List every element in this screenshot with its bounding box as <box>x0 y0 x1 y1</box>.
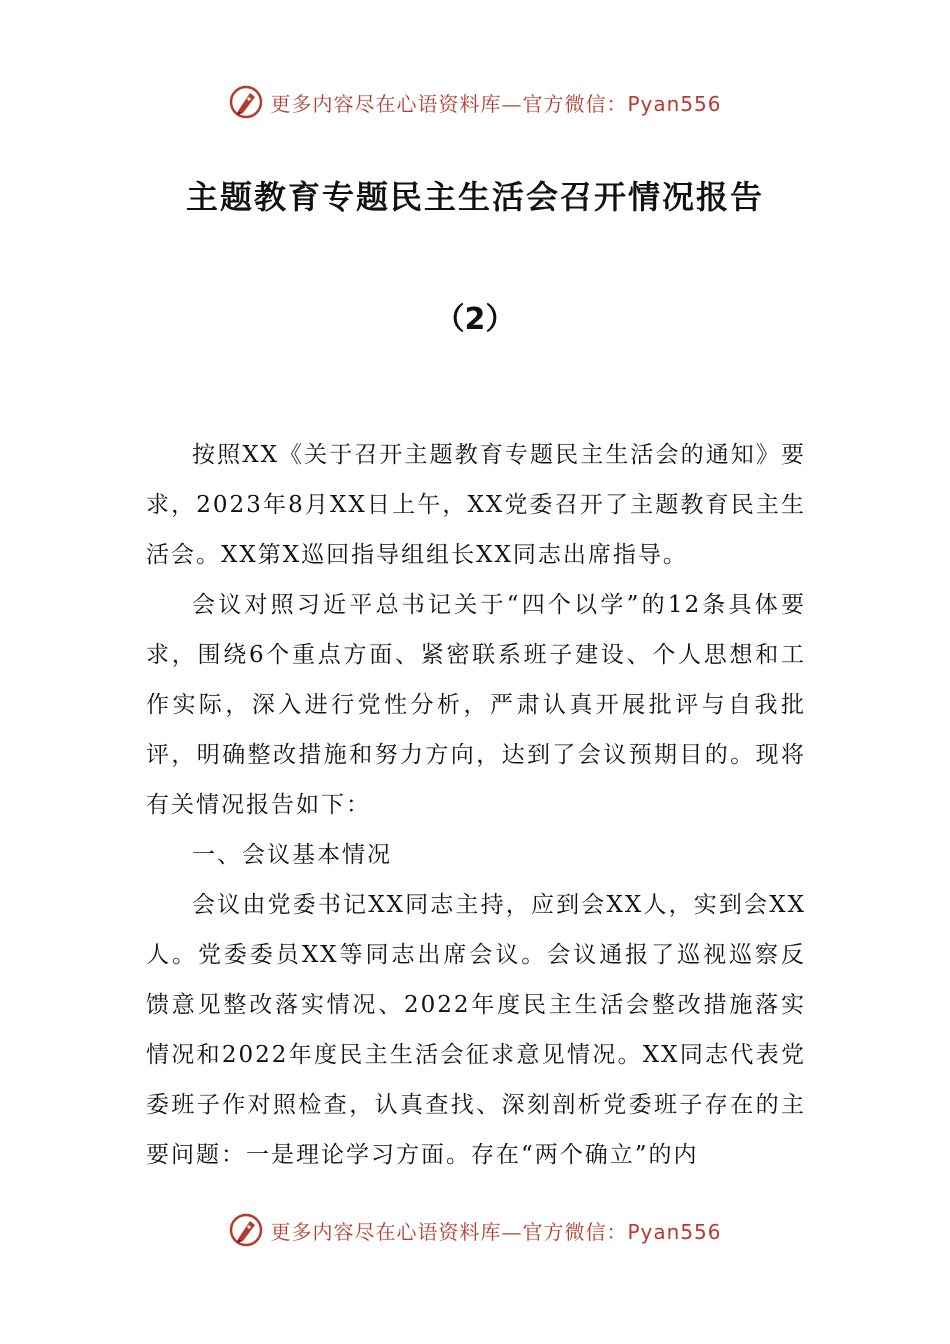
paragraph-meeting-details: 会议由党委书记XX同志主持，应到会XX人，实到会XX人。党委委员XX等同志出席会议。会议通报了巡视巡察反馈意见整改落实情况、2022年度民主生活会整改措施落实情况和2022年度民主生活会征求意见情况。XX同志代表党委班子作对照检查，认真查找、深刻剖析党委班子存在的主要问题：一是理论学习方面。存在“两个确立”的内 <box>146 892 806 1168</box>
pen-nib-logo-icon <box>228 84 264 120</box>
document-subtitle: （2） <box>434 302 516 337</box>
document-body <box>146 430 806 1180</box>
watermark-wechat-id: Pyan556 <box>627 1219 722 1244</box>
watermark-text: 更多内容尽在心语资料库—官方微信：Pyan556 <box>270 91 722 116</box>
watermark-text: 更多内容尽在心语资料库—官方微信：Pyan556 <box>270 1219 722 1244</box>
watermark-wechat-id: Pyan556 <box>627 91 722 116</box>
footer-watermark <box>0 1210 950 1250</box>
header-watermark <box>0 82 950 122</box>
paragraph-summary: 会议对照习近平总书记关于“四个以学”的12条具体要求，围绕6个重点方面、紧密联系班子建设、个人思想和工作实际，深入进行党性分析，严肃认真开展批评与自我批评，明确整改措施和努力方向，达到了会议预期目的。现将有关情况报告如下： <box>146 592 806 818</box>
pen-nib-logo-icon <box>228 1212 264 1248</box>
document-title: 主题教育专题民主生活会召开情况报告 <box>185 178 764 216</box>
section-heading-1: 一、会议基本情况 <box>192 842 392 868</box>
paragraph-intro: 按照XX《关于召开主题教育专题民主生活会的通知》要求，2023年8月XX日上午，XX党委召开了主题教育民主生活会。XX第X巡回指导组组长XX同志出席指导。 <box>146 442 806 568</box>
